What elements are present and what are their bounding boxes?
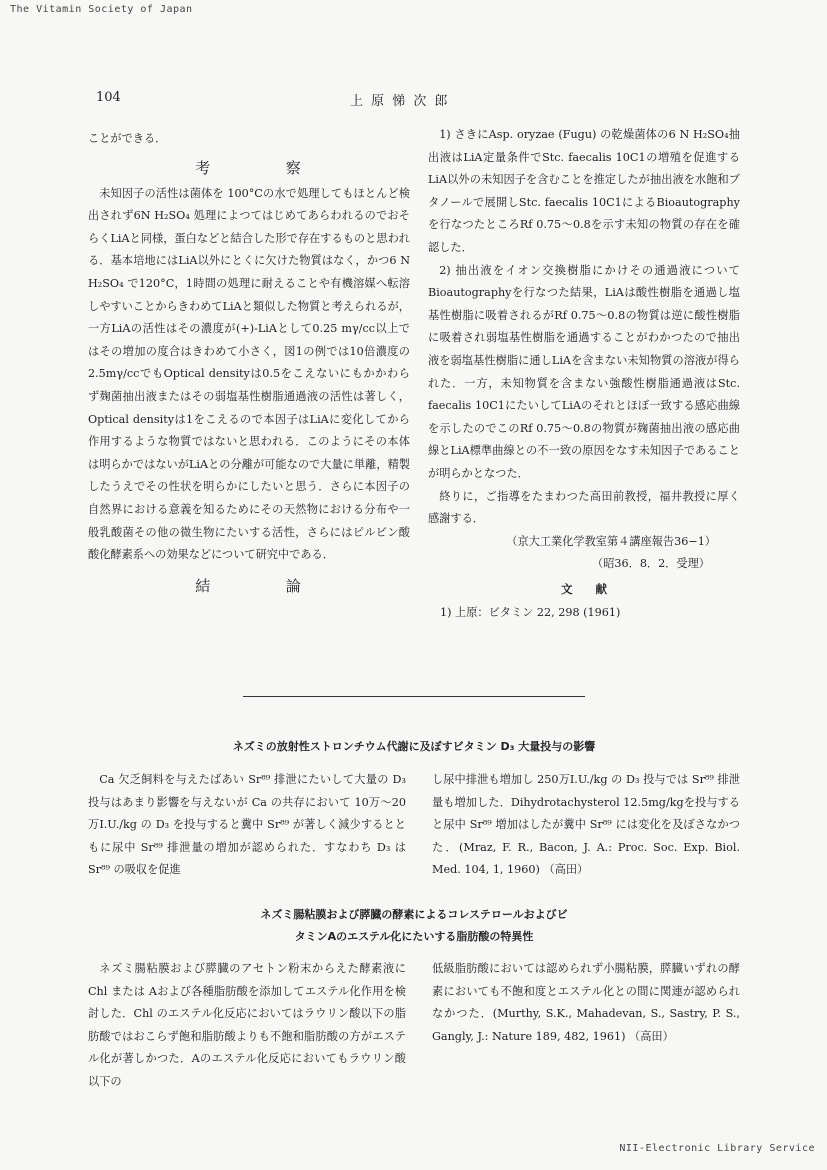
section-divider <box>243 696 585 697</box>
abstract-1-left-text: Ca 欠乏飼料を与えたばあい Sr⁸⁹ 排泄にたいして大量の D₃ 投与はあまり影響を与えないが Ca の共存において 10万～20万I.U./kg の D₃ を投与すると糞中 Sr⁸⁹ が著しく減少するとともに尿中 Sr⁸⁹ 排泄量の増加が認められた．すなわち D₃ は Sr⁸⁹ の吸収を促進 <box>88 773 406 877</box>
affiliation-note: （京大工業化学教室第４講座報告36−1） <box>506 534 716 548</box>
abstract-1-title: ネズミの放射性ストロンチウム代謝に及ぼすビタミン D₃ 大量投与の影響 <box>232 740 596 753</box>
opening-line: ことができる． <box>88 132 167 145</box>
abstract-2-right <box>432 958 740 1048</box>
watermark-bottom: NII-Electronic Library Service <box>619 1143 815 1154</box>
conclusion-item-2: 2) 抽出液をイオン交換樹脂にかけその通過液についてBioautographyを行なつた結果，LiAは酸性樹脂を通過し塩基性樹脂に吸着されるがRf 0.75～0.8の物質は逆に酸性樹脂に吸着され弱塩基性樹脂を通過することがわかつたので抽出液を弱塩基性樹脂に通しLiAを含まない未知物質の溶液が得られた．一方，未知物質を含まない強酸性樹脂通過液はStc. faecalis 10C1にたいしてLiAのそれとほぼ一致する感応曲線を示したのでこのRf 0.75～0.8の物質が麹菌抽出液の感応曲線とLiA標準曲線との不一致の原因をなす未知因子であることが明らかとなつた． <box>428 263 740 480</box>
abstract-2-title-line-1: ネズミ腸粘膜および膵臓の酵素によるコレステロールおよびビ <box>260 908 568 921</box>
reference-item-1: 1) 上原：ビタミン 22, 298 (1961) <box>440 606 621 620</box>
discussion-heading-char-1: 考 <box>195 158 213 177</box>
left-column <box>88 128 410 599</box>
conclusion-heading-char-1: 結 <box>195 576 213 595</box>
conclusion-heading-char-2: 論 <box>285 576 303 595</box>
abstract-1-right <box>432 769 740 882</box>
running-author: 上 原 悌 次 郎 <box>350 94 450 109</box>
abstract-2-left <box>88 958 406 1094</box>
right-column <box>428 124 740 625</box>
watermark-top: The Vitamin Society of Japan <box>10 4 193 15</box>
abstract-2-right-text: 低級脂肪酸においては認められず小腸粘膜，膵臓いずれの酵素においても不飽和度とエステル化との間に関連が認められなかつた．(Murthy, S.K., Mahadevan, S., Sastry, P. S., Gangly, J.: Nature 189, 482, 1961) （高田） <box>432 962 740 1043</box>
conclusion-heading <box>88 573 410 599</box>
abstract-1-right-text: し尿中排泄も増加し 250万I.U./kg の D₃ 投与では Sr⁸⁹ 排泄量も増加した．Dihydrotachysterol 12.5mg/kgを投与すると尿中 Sr⁸⁹ 増加はしたが糞中 Sr⁸⁹ には変化を及ぼさなかつた．(Mraz, F. R., Bacon, J. A.: Proc. Soc. Exp. Biol. Med. 104, 1, 1960) （高田） <box>432 773 740 877</box>
acknowledgement: 終りに，ご指導をたまわつた高田前教授，福井教授に厚く感謝する． <box>428 489 740 526</box>
abstract-1-left <box>88 769 406 882</box>
discussion-heading <box>88 155 410 181</box>
conclusion-item-1: 1) さきにAsp. oryzae (Fugu) の乾燥菌体の6 N H₂SO₄抽出液はLiA定量条件でStc. faecalis 10C1の増殖を促進するLiA以外の未知因子を含むことを推定したが抽出液を水飽和ブタノールで展開しStc. faecalis 10C1によるBioautographyを行なつたところRf 0.75～0.8を示す未知の物質の存在を確認した． <box>428 128 740 254</box>
page-number: 104 <box>96 90 121 105</box>
discussion-paragraph: 未知因子の活性は菌体を 100°Cの水で処理してもほとんど検出されず6N H₂SO₄ 処理によつてはじめてあらわれるのでおそらくLiAと同様，蛋白などと結合した形で存在するものと思われる．基本培地にはLiA以外にとくに欠けた物質はなく，かつ6 N H₂SO₄ で120°C，1時間の処理に耐えることや有機溶媒へ転溶しやすいことからきわめてLiAと類似した物質と考えられるが，一方LiAの活性はその濃度が(+)-LiAとして0.25 mγ/cc以上ではその増加の度合はきわめて小さく，図1の例では10倍濃度の2.5mγ/ccでもOptical densityは0.5をこえないにもかかわらず麹菌抽出液またはその弱塩基性樹脂通過液の活性は著しく，Optical densityは1をこえるので本因子はLiAに変化してから作用するような物質ではないと思われる．このようにその本体は明らかではないがLiAとの分離が可能なので大量に単離，精製したうえでその性状を明らかにしたいと思う．さらに本因子の自然界における意義を知るためにその天然物における分布や一般乳酸菌その他の微生物にたいする活性，さらにはピルビン酸酸化酵素系への効果などについて研究中である． <box>88 186 410 562</box>
references-heading: 文 献 <box>561 581 607 596</box>
abstract-2-left-text: ネズミ腸粘膜および膵臓のアセトン粉末からえた酵素液に Chl または Aおよび各種脂肪酸を添加してエステル化作用を検討した．Chl のエステル化反応においてはラウリン酸以下の脂肪酸ではおこらず飽和脂肪酸よりも不飽和脂肪酸の方がエステル化が著しかつた．Aのエステル化反応においてもラウリン酸以下の <box>88 962 406 1088</box>
discussion-heading-char-2: 察 <box>285 158 303 177</box>
abstract-2-title-line-2: タミンAのエステル化にたいする脂肪酸の特異性 <box>294 930 534 943</box>
received-date: （昭36．8．2．受理） <box>592 557 710 571</box>
